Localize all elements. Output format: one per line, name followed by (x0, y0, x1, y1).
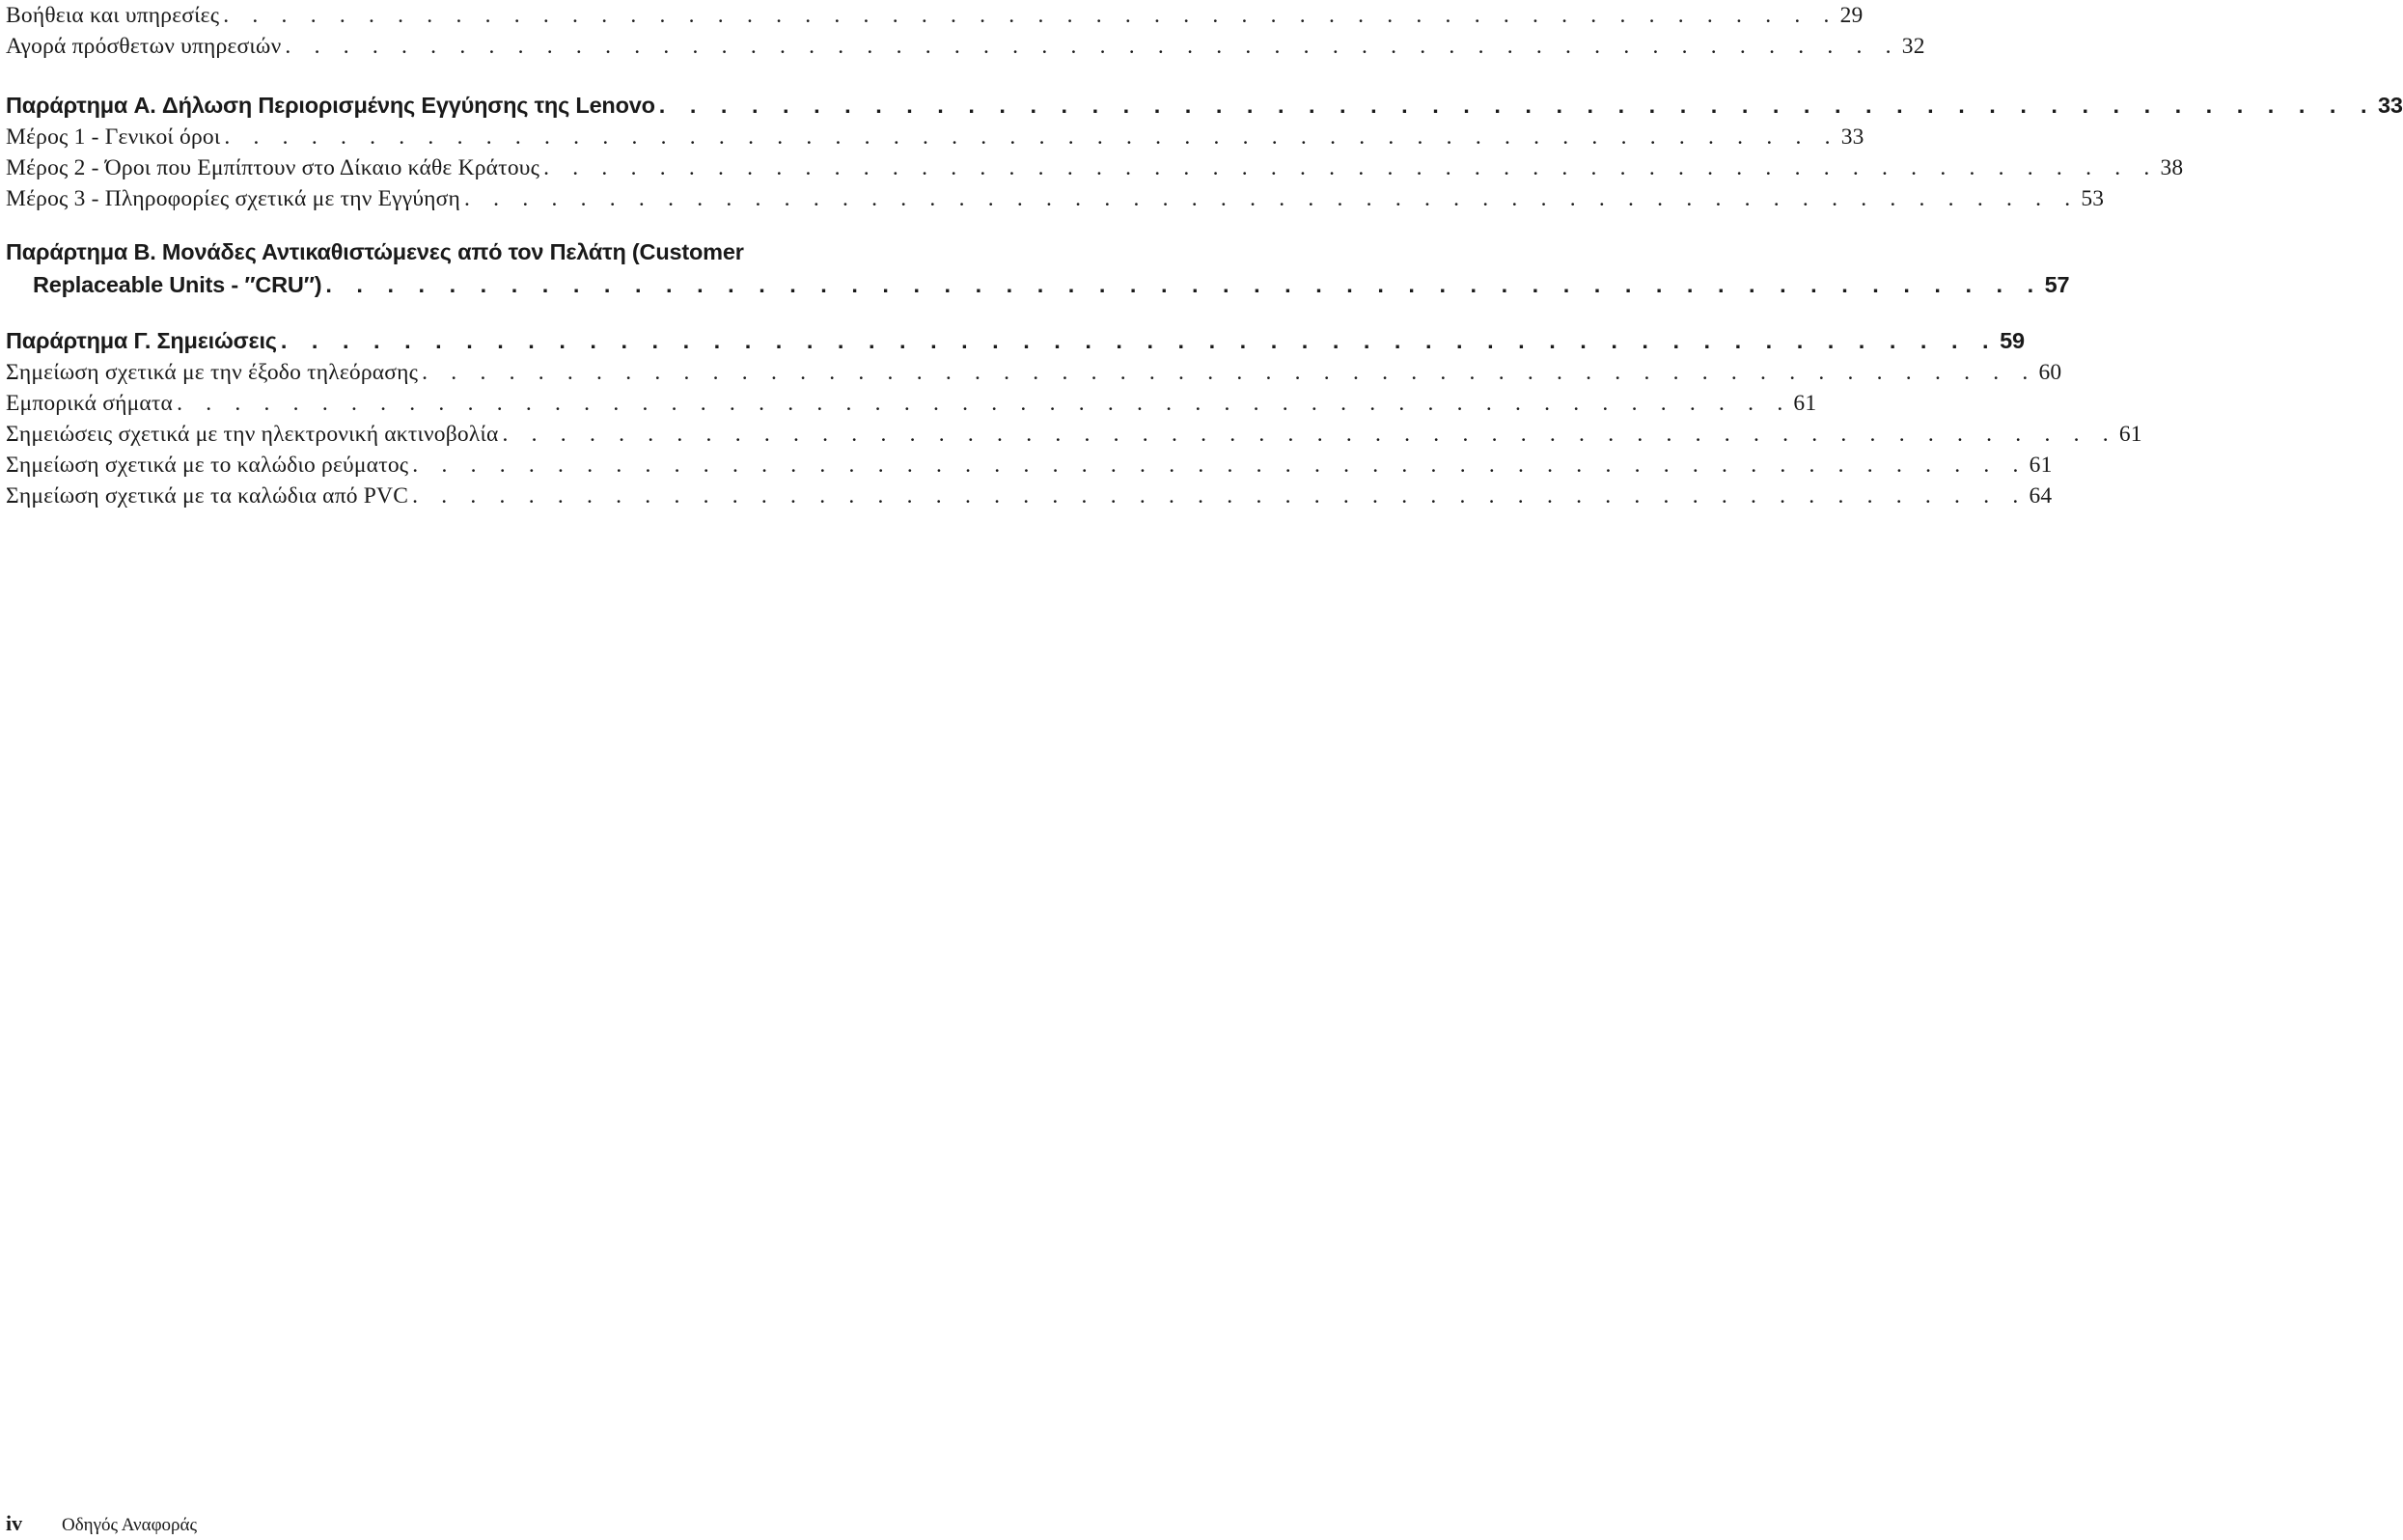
table-of-contents (6, 0, 2403, 511)
toc-leader-dots: . . . . . . . . . . . . . . . . . . . . . . . . . . . . . . . . . . . . . . . . . . . . . . . . . . . . . . . . (422, 360, 2037, 385)
toc-entry-title: Μέρος 3 - Πληροφορίες σχετικά με την Εγγύηση (6, 186, 461, 211)
toc-entry-title: Αγορά πρόσθετων υπηρεσιών (6, 34, 282, 59)
toc-entry[interactable] (6, 450, 2053, 481)
toc-entry-page: 64 (2029, 483, 2053, 509)
toc-entry[interactable] (6, 388, 1817, 419)
toc-leader-dots: . . . . . . . . . . . . . . . . . . . . . . . . . . . . . . . . . . . . . . . . . . . . . . . . . . . . . . . . (280, 328, 1999, 353)
toc-appendix-b-continuation (6, 268, 2070, 301)
toc-entry-title: Σημειώσεις σχετικά με την ηλεκτρονική ακτινοβολία (6, 422, 499, 447)
toc-appendix-title-line2: Replaceable Units - ″CRU″) (33, 272, 322, 297)
toc-entry[interactable] (6, 122, 1864, 152)
toc-appendix-page: 59 (2000, 328, 2025, 353)
toc-entry-title: Μέρος 1 - Γενικοί όροι (6, 124, 221, 150)
toc-entry-page: 53 (2081, 186, 2105, 211)
toc-entry[interactable] (6, 0, 1864, 31)
toc-entry-title: Σημείωση σχετικά με το καλώδιο ρεύματος (6, 453, 409, 478)
toc-appendix-page: 57 (2044, 272, 2070, 297)
toc-entry-page: 38 (2160, 155, 2184, 180)
toc-leader-dots: . . . . . . . . . . . . . . . . . . . . . . . . . . . . . . . . . . . . . . . . . . . . . . . . . . . . . . . . (412, 453, 2028, 478)
toc-leader-dots: . . . . . . . . . . . . . . . . . . . . . . . . . . . . . . . . . . . . . . . . . . . . . . . . . . . . . . . . (464, 186, 2080, 211)
toc-appendix-title: Παράρτημα A. Δήλωση Περιορισμένης Εγγύησης της Lenovo (6, 93, 655, 118)
toc-appendix-b[interactable] (6, 235, 2070, 301)
toc-entry[interactable] (6, 357, 2062, 388)
toc-entry-title: Εμπορικά σήματα (6, 391, 174, 416)
toc-entry[interactable] (6, 419, 2142, 450)
footer-page-number: iv (6, 1511, 23, 1535)
toc-entry-page: 32 (1901, 34, 1925, 59)
toc-entry[interactable] (6, 31, 1925, 62)
toc-appendix-a[interactable] (6, 89, 2403, 122)
toc-entry-page: 33 (1840, 124, 1864, 150)
toc-entry-title: Σημείωση σχετικά με τα καλώδια από PVC (6, 483, 409, 509)
toc-entry[interactable] (6, 481, 2053, 511)
toc-appendix-page: 33 (2378, 93, 2403, 118)
toc-entry-page: 61 (1793, 391, 1817, 416)
toc-leader-dots: . . . . . . . . . . . . . . . . . . . . . . . . . . . . . . . . . . . . . . . . . . . . . . . . . . . . . . . . (658, 93, 2377, 118)
toc-appendix-title: Παράρτημα Γ. Σημειώσεις (6, 328, 277, 353)
toc-leader-dots: . . . . . . . . . . . . . . . . . . . . . . . . . . . . . . . . . . . . . . . . . . . . . . . . . . . . . . . . (177, 391, 1792, 416)
toc-leader-dots: . . . . . . . . . . . . . . . . . . . . . . . . . . . . . . . . . . . . . . . . . . . . . . . . . . . . . . . . (224, 124, 1839, 150)
toc-entry-page: 61 (2118, 422, 2142, 447)
toc-entry-page: 60 (2038, 360, 2062, 385)
toc-entry-title: Σημείωση σχετικά με την έξοδο τηλεόρασης (6, 360, 419, 385)
toc-entry-title: Μέρος 2 - Όροι που Εμπίπτουν στο Δίκαιο κάθε Κράτους (6, 155, 540, 180)
toc-leader-dots: . . . . . . . . . . . . . . . . . . . . . . . . . . . . . . . . . . . . . . . . . . . . . . . . . . . . . . . . (543, 155, 2159, 180)
toc-leader-dots: . . . . . . . . . . . . . . . . . . . . . . . . . . . . . . . . . . . . . . . . . . . . . . . . . . . . . . . . (223, 3, 1838, 28)
toc-entry-page: 61 (2029, 453, 2053, 478)
toc-leader-dots: . . . . . . . . . . . . . . . . . . . . . . . . . . . . . . . . . . . . . . . . . . . . . . . . . . . . . . . . (502, 422, 2117, 447)
toc-entry[interactable] (6, 152, 2184, 183)
toc-leader-dots: . . . . . . . . . . . . . . . . . . . . . . . . . . . . . . . . . . . . . . . . . . . . . . . . . . . . . . . . (325, 272, 2043, 297)
toc-entry-title: Βοήθεια και υπηρεσίες (6, 3, 220, 28)
toc-leader-dots: . . . . . . . . . . . . . . . . . . . . . . . . . . . . . . . . . . . . . . . . . . . . . . . . . . . . . . . . (412, 483, 2028, 509)
toc-appendix-c[interactable] (6, 324, 2025, 357)
toc-entry[interactable] (6, 183, 2105, 214)
footer-document-title: Οδηγός Αναφοράς (62, 1515, 198, 1535)
toc-leader-dots: . . . . . . . . . . . . . . . . . . . . . . . . . . . . . . . . . . . . . . . . . . . . . . . . . . . . . . . . (285, 34, 1900, 59)
toc-appendix-title-line1: Παράρτημα B. Μονάδες Αντικαθιστώμενες από τον Πελάτη (Customer (6, 239, 744, 264)
page-footer (6, 1511, 197, 1536)
toc-entry-page: 29 (1839, 3, 1864, 28)
